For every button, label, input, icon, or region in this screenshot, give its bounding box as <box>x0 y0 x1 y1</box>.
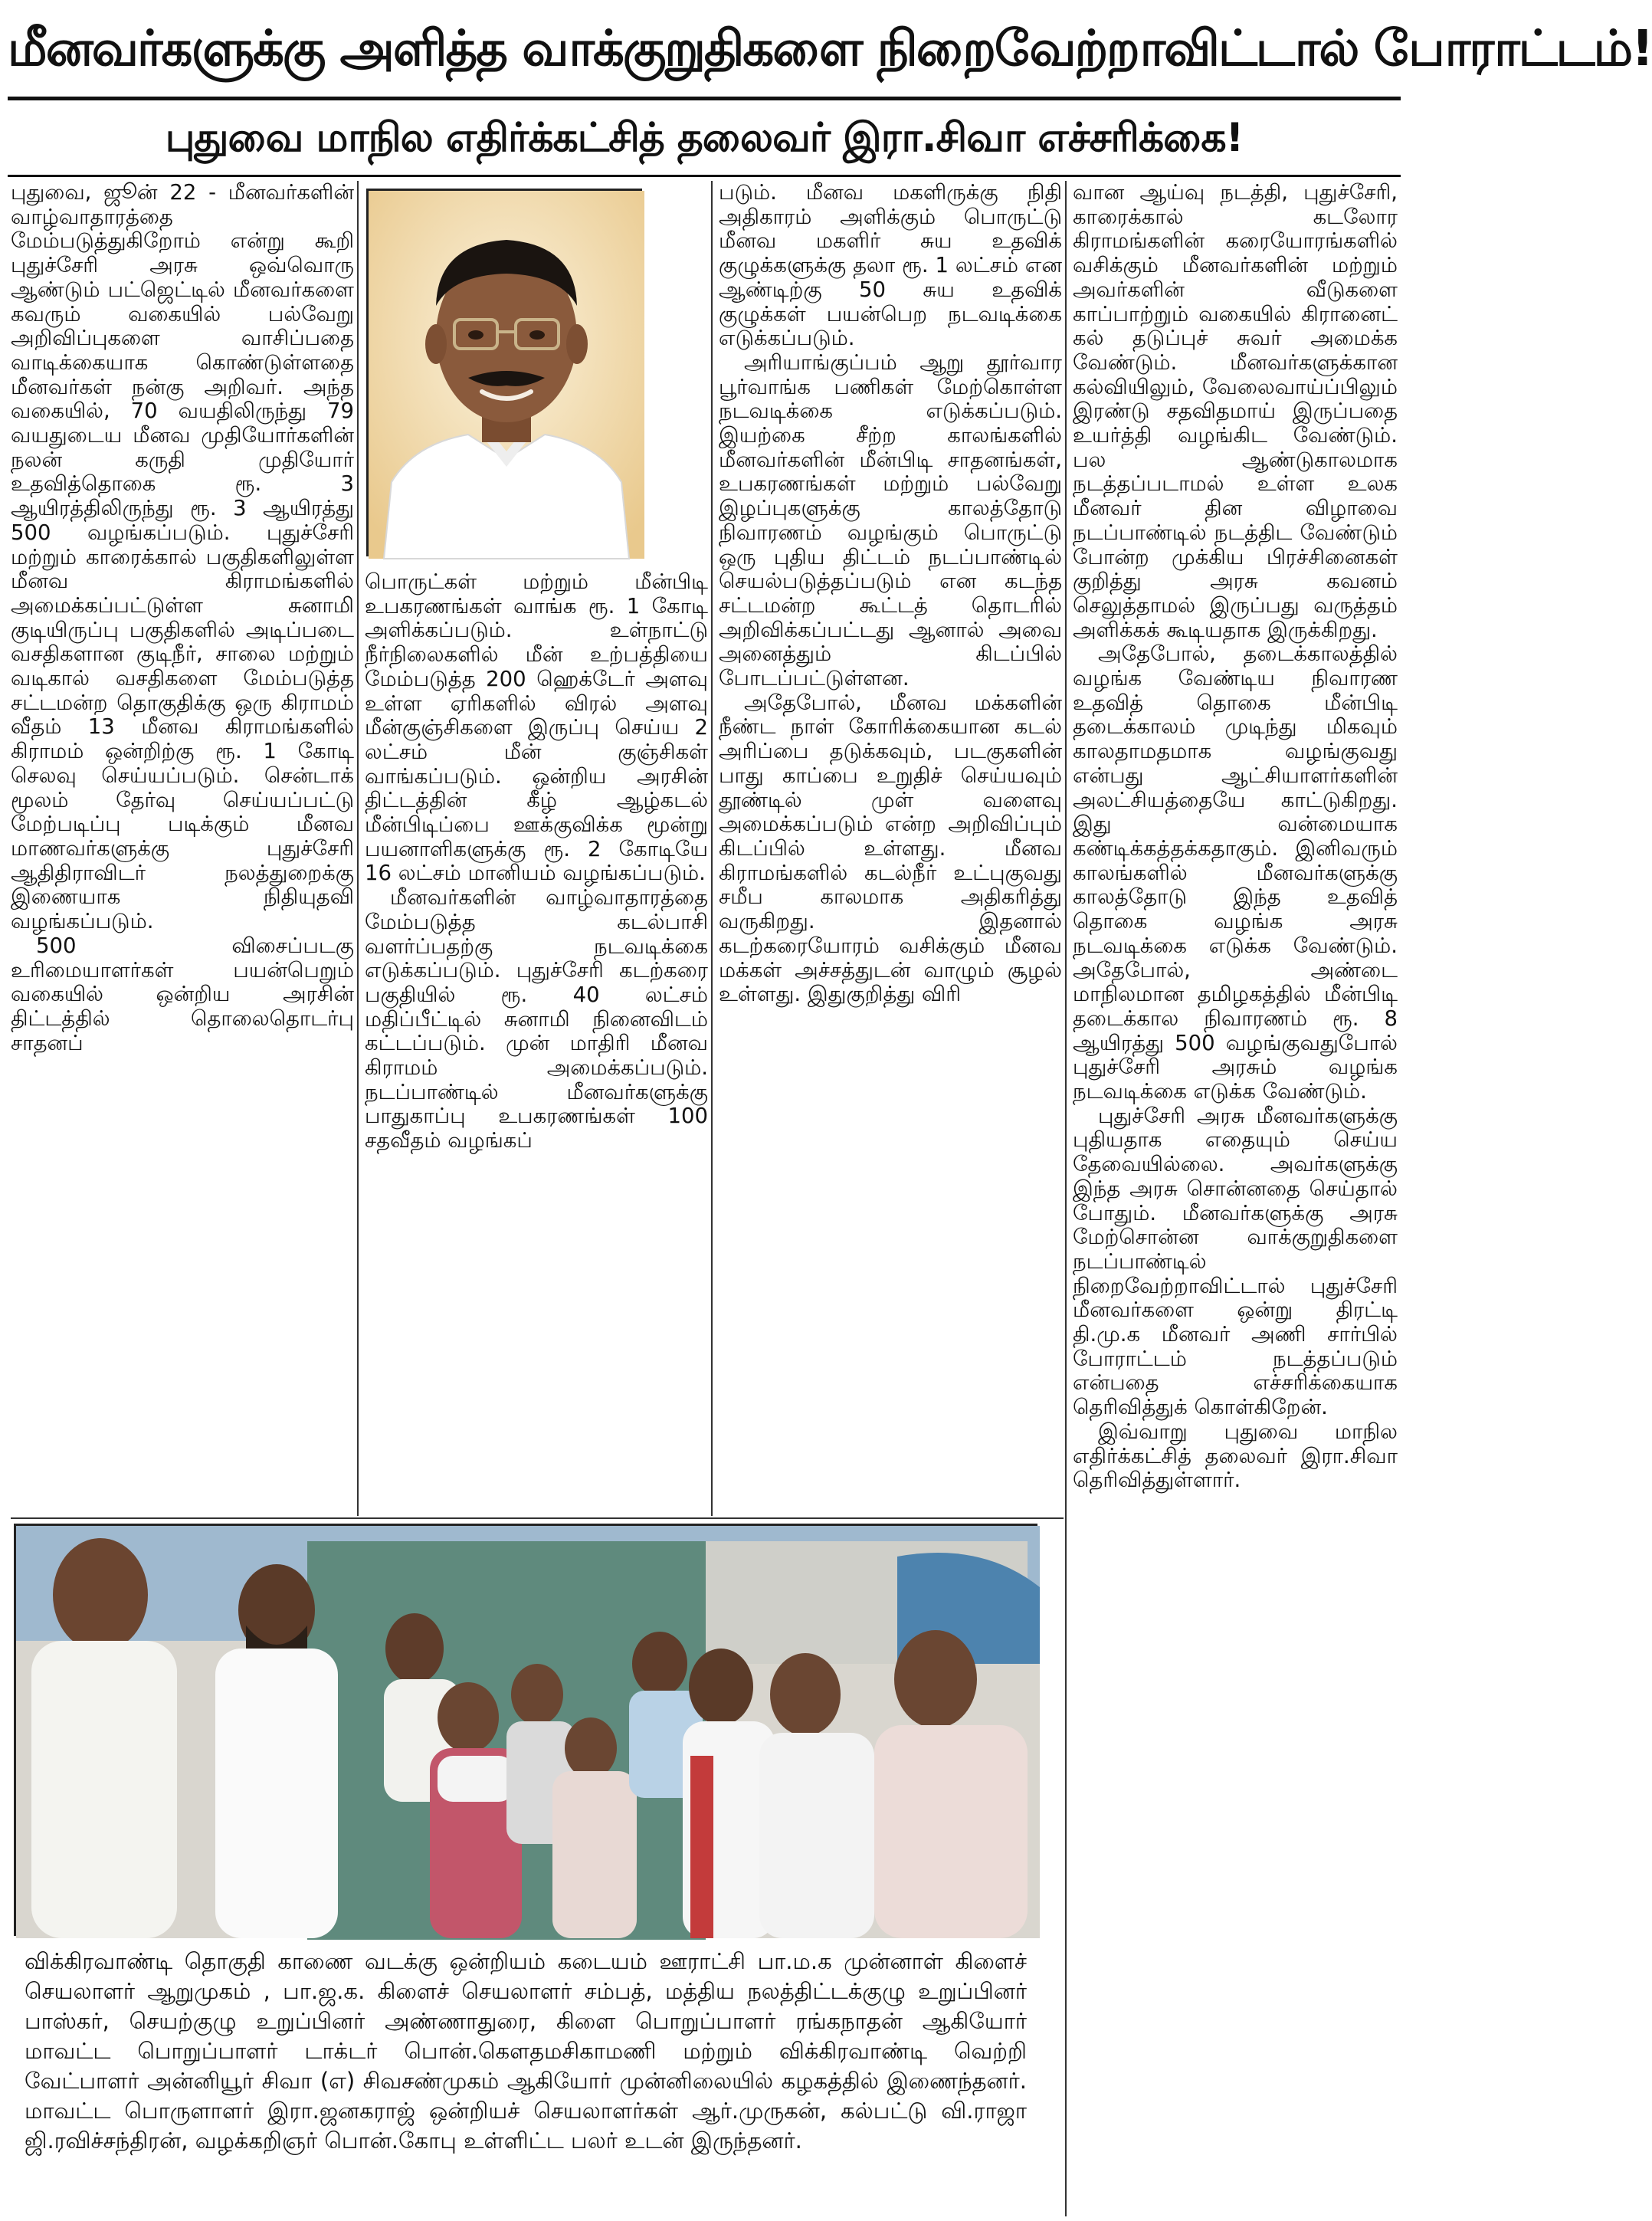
article-column-2 <box>365 570 708 1514</box>
column-divider-3 <box>1065 181 1067 2216</box>
column-divider-1 <box>357 181 359 1516</box>
column-4-paragraph-1: வான ஆய்வு நடத்தி, புதுச்சேரி, காரைக்கால் கடலோர கிராமங்களின் கரையோரங்களில் வசிக்கும் மீனவர்களின் மற்றும் அவர்களின் வீடுகளை காப்பாற்றும் வகையில் கிரானைட் கல் தடுப்புச் சுவர் அமைக்க வேண்டும். மீனவர்களுக்கான கல்வியிலும், வேலைவாய்ப்பிலும் இரண்டு சதவிதமாய் இருப்பதை உயர்த்தி வழங்கிட வேண்டும். பல ஆண்டுகாலமாக நடத்தப்படாமல் உள்ள உலக மீனவர் தின விழாவை நடப்பாண்டில் நடத்திட வேண்டும் போன்ற முக்கிய பிரச்சினைகள் குறித்து அரசு கவனம் செலுத்தாமல் இருப்பது வருத்தம் அளிக்கக் கூடியதாக இருக்கிறது. <box>1073 180 1398 642</box>
headline: மீனவர்களுக்கு அளித்த வாக்குறுதிகளை நிறைவேற்றாவிட்டால் போராட்டம்! <box>8 21 1652 77</box>
column-1-paragraph-2: 500 விசைப்படகு உரிமையாளர்கள் பயன்பெறும் வகையில் ஒன்றிய அரசின் திட்டத்தில் தொலைதொடர்பு சாதனப் <box>11 933 354 1055</box>
group-photo <box>14 1524 1037 1936</box>
column-4-paragraph-4: இவ்வாறு புதுவை மாநில எதிர்க்கட்சித் தலைவர் இரா.சிவா தெரிவித்துள்ளார். <box>1073 1419 1398 1493</box>
headline-rule <box>8 97 1401 100</box>
column-2-paragraph-1: பொருட்கள் மற்றும் மீன்பிடி உபகரணங்கள் வாங்க ரூ. 1 கோடி அளிக்கப்படும். உள்நாட்டு நீர்நிலைகளில் மீன் உற்பத்தியை மேம்படுத்த 200 ஹெக்டேர் அளவு உள்ள ஏரிகளில் விரல் அளவு மீன்குஞ்சிகளை இருப்பு செய்ய 2 லட்சம் மீன் குஞ்சிகள் வாங்கப்படும். ஒன்றிய அரசின் திட்டத்தின் கீழ் ஆழ்கடல் மீன்பிடிப்பை ஊக்குவிக்க மூன்று பயனாளிகளுக்கு ரூ. 2 கோடியே 16 லட்சம் மானியம் வழங்கப்படும். <box>365 569 708 886</box>
article-column-4 <box>1073 181 1398 2215</box>
column-divider-2 <box>711 181 713 1516</box>
photo-caption: விக்கிரவாண்டி தொகுதி காணை வடக்கு ஒன்றியம் கடையம் ஊராட்சி பா.ம.க முன்னாள் கிளைச் செயலாளர் ஆறுமுகம் , பா.ஜ.க. கிளைச் செயலாளர் சம்பத், மத்திய நலத்திட்டக்குழு உறுப்பினர் பாஸ்கர், செயற்குழு உறுப்பினர் அண்ணாதுரை, கிளை பொறுப்பாளர் ரங்கநாதன் ஆகியோர் மாவட்ட பொறுப்பாளர் டாக்டர் பொன்.கௌதமசிகாமணி மற்றும் விக்கிரவாண்டி வெற்றி வேட்பாளர் அன்னியூர் சிவா (எ) சிவசண்முகம் ஆகியோர் முன்னிலையில் கழகத்தில் இணைந்தனர். மாவட்ட பொருளாளர் இரா.ஜனகராஜ் ஒன்றியச் செயலாளர்கள் ஆர்.முருகன், கல்பட்டு வி.ராஜா ஜி.ரவிச்சந்திரன், வழக்கறிஞர் பொன்.கோபு உள்ளிட்ட பலர் உடன் இருந்தனர். <box>25 1948 1027 2154</box>
article-column-3 <box>719 181 1062 1514</box>
portrait-illustration <box>369 191 644 559</box>
column-3-paragraph-3: அதேபோல், மீனவ மக்களின் நீண்ட நாள் கோரிக்கையான கடல் அரிப்பை தடுக்கவும், படகுகளின் பாது காப்பை உறுதிச் செய்யவும் தூண்டில் முள் வளைவு அமைக்கப்படும் என்ற அறிவிப்பும் கிடப்பில் உள்ளது. மீனவ கிராமங்களில் கடல்நீர் உட்புகுவது சமீப காலமாக அதிகரித்து வருகிறது. இதனால் கடற்கரையோரம் வசிக்கும் மீனவ மக்கள் அச்சத்துடன் வாழும் சூழல் உள்ளது. இதுகுறித்து விரி <box>719 690 1062 1007</box>
photo-top-rule <box>11 1517 1064 1519</box>
group-photo-illustration <box>16 1526 1040 1938</box>
column-4-paragraph-2: அதேபோல், தடைக்காலத்தில் வழங்க வேண்டிய நிவாரண உதவித் தொகை மீன்பிடி தடைக்காலம் முடிந்து மிகவும் காலதாமதமாக வழங்குவது என்பது ஆட்சியாளர்களின் அலட்சியத்தையே காட்டுகிறது. இது வன்மையாக கண்டிக்கத்தக்கதாகும். இனிவரும் காலங்களில் மீனவர்களுக்கு காலத்தோடு இந்த உதவித் தொகை வழங்க அரசு நடவடிக்கை எடுக்க வேண்டும். அதேபோல், அண்டை மாநிலமான தமிழகத்தில் மீன்பிடி தடைக்கால நிவாரணம் ரூ. 8 ஆயிரத்து 500 வழங்குவதுபோல் புதுச்சேரி அரசும் வழங்க நடவடிக்கை எடுக்க வேண்டும். <box>1073 641 1398 1104</box>
subheadline: புதுவை மாநில எதிர்க்கட்சித் தலைவர் இரா.சிவா எச்சரிக்கை! <box>165 115 1244 161</box>
column-1-paragraph-1: புதுவை, ஜூன் 22 - மீனவர்களின் வாழ்வாதாரத்தை மேம்படுத்துகிறோம் என்று கூறி புதுச்சேரி அரசு ஒவ்வொரு ஆண்டும் பட்ஜெட்டில் மீனவர்களை கவரும் வகையில் பல்வேறு அறிவிப்புகளை வாசிப்பதை வாடிக்கையாக கொண்டுள்ளதை மீனவர்கள் நன்கு அறிவர். அந்த வகையில், 70 வயதிலிருந்து 79 வயதுடைய மீனவ முதியோர்களின் நலன் கருதி முதியோர் உதவித்தொகை ரூ. 3 ஆயிரத்திலிருந்து ரூ. 3 ஆயிரத்து 500 வழங்கப்படும். புதுச்சேரி மற்றும் காரைக்கால் பகுதிகளிலுள்ள மீனவ கிராமங்களில் அமைக்கப்பட்டுள்ள சுனாமி குடியிருப்பு பகுதிகளில் அடிப்படை வசதிகளான குடிநீர், சாலை மற்றும் வடிகால் வசதிகளை மேம்படுத்த சட்டமன்ற தொகுதிக்கு ஒரு கிராமம் வீதம் 13 மீனவ கிராமங்களில் கிராமம் ஒன்றிற்கு ரூ. 1 கோடி செலவு செய்யப்படும். சென்டாக் மூலம் தேர்வு செய்யப்பட்டு மேற்படிப்பு படிக்கும் மீனவ மாணவர்களுக்கு புதுச்சேரி ஆதிதிராவிடர் நலத்துறைக்கு இணையாக நிதியுதவி வழங்கப்படும். <box>11 180 354 934</box>
article-column-1 <box>11 181 354 1514</box>
portrait-photo <box>366 189 642 556</box>
column-3-paragraph-2: அரியாங்குப்பம் ஆறு தூர்வார பூர்வாங்க பணிகள் மேற்கொள்ள நடவடிக்கை எடுக்கப்படும். இயற்கை சீற்ற காலங்களில் மீனவர்களின் மீன்பிடி சாதனங்கள், உபகரணங்கள் மற்றும் பல்வேறு இழப்புகளுக்கு காலத்தோடு நிவாரணம் வழங்கும் பொருட்டு ஒரு புதிய திட்டம் நடப்பாண்டில் செயல்படுத்தப்படும் என கடந்த சட்டமன்ற கூட்டத் தொடரில் அறிவிக்கப்பட்டது ஆனால் அவை அனைத்தும் கிடப்பில் போடப்பட்டுள்ளன. <box>719 349 1062 691</box>
column-3-paragraph-1: படும். மீனவ மகளிருக்கு நிதி அதிகாரம் அளிக்கும் பொருட்டு மீனவ மகளிர் சுய உதவிக் குழுக்களுக்கு தலா ரூ. 1 லட்சம் என ஆண்டிற்கு 50 சுய உதவிக் குழுக்கள் பயன்பெற நடவடிக்கை எடுக்கப்படும். <box>719 180 1062 351</box>
column-4-paragraph-3: புதுச்சேரி அரசு மீனவர்களுக்கு புதியதாக எதையும் செய்ய தேவையில்லை. அவர்களுக்கு இந்த அரசு சொன்னதை செய்தால் போதும். மீனவர்களுக்கு அரசு மேற்சொன்ன வாக்குறுதிகளை நடப்பாண்டில் நிறைவேற்றாவிட்டால் புதுச்சேரி மீனவர்களை ஒன்று திரட்டி தி.மு.க மீனவர் அணி சார்பில் போராட்டம் நடத்தப்படும் என்பதை எச்சரிக்கையாக தெரிவித்துக் கொள்கிறேன். <box>1073 1103 1398 1420</box>
column-2-paragraph-2: மீனவர்களின் வாழ்வாதாரத்தை மேம்படுத்த கடல்பாசி வளர்ப்பதற்கு நடவடிக்கை எடுக்கப்படும். புதுச்சேரி கடற்கரை பகுதியில் ரூ. 40 லட்சம் மதிப்பீட்டில் சுனாமி நினைவிடம் கட்டப்படும். முன் மாதிரி மீனவ கிராமம் அமைக்கப்படும். நடப்பாண்டில் மீனவர்களுக்கு பாதுகாப்பு உபகரணங்கள் 100 சதவீதம் வழங்கப் <box>365 885 708 1153</box>
subheadline-rule <box>8 175 1401 177</box>
